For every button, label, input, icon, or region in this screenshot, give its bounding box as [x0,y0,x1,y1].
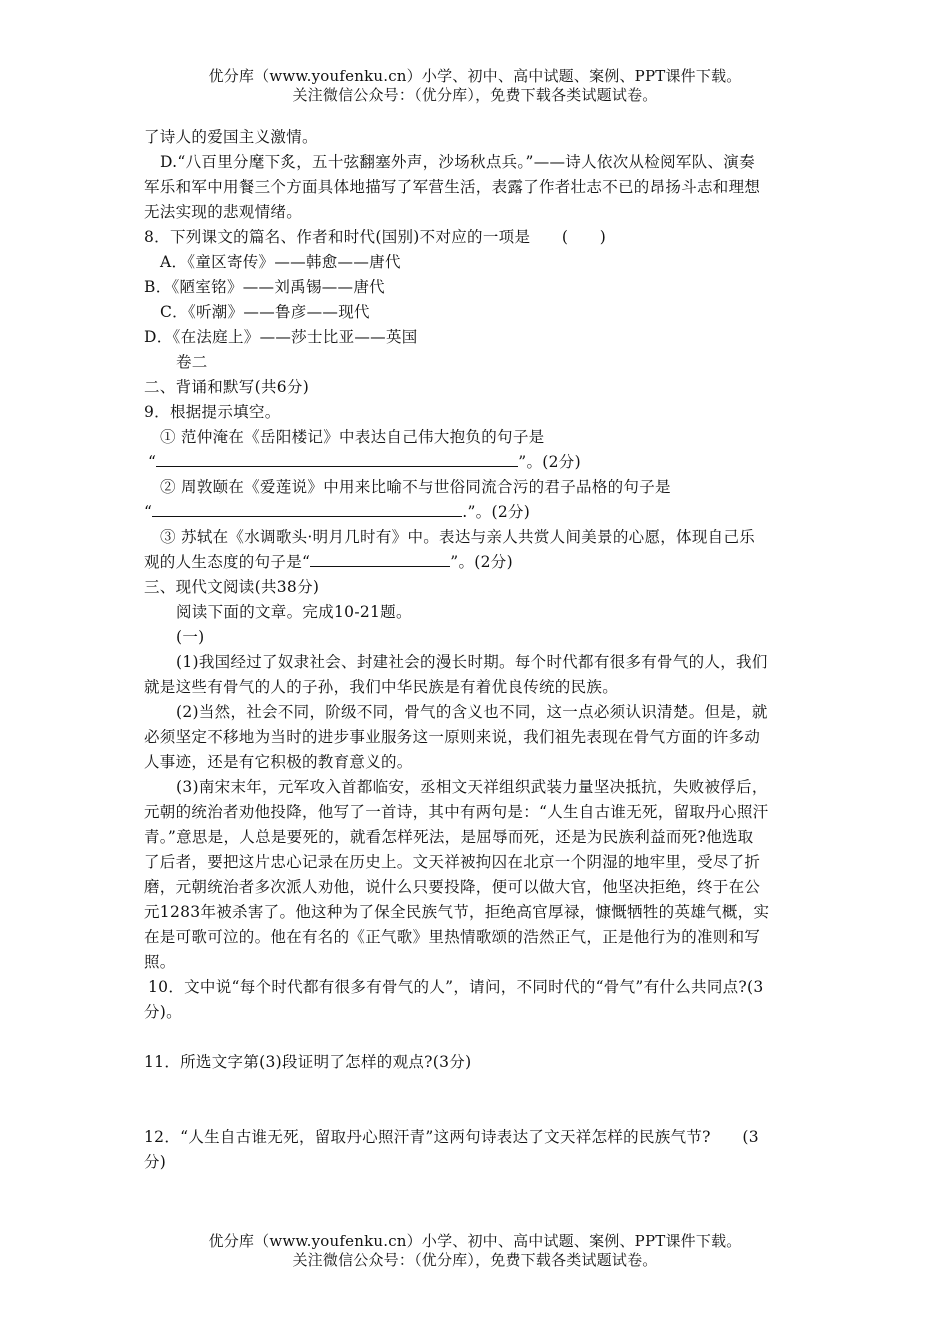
q9-item-1-close-quote: ”。(2分) [518,453,581,471]
q8-option-b: B．《陋室铭》——刘禹锡——唐代 [144,278,385,296]
q9-item-3-line-2 [144,552,513,572]
paragraph-3-line-2: 元朝的统治者劝他投降，他写了一首诗，其中有两句是：“人生自古谁无死，留取丹心照汗 [144,803,769,821]
q9-item-2-answer-line [144,502,530,522]
q7-option-d-line-3: 无法实现的悲观情绪。 [144,203,303,221]
footer-line-2: 关注微信公众号：（优分库），免费下载各类试题试卷。 [292,1251,658,1269]
paragraph-3-line-8: 照。 [144,953,176,971]
q9-item-3-prefix: 观的人生态度的句子是“ [144,553,311,571]
paragraph-2-line-3: 人事迹，还是有它积极的教育意义的。 [144,753,413,771]
paragraph-3-line-5: 磨，元朝统治者多次派人劝他，说什么只要投降，便可以做大官，他坚决拒绝，终于在公 [144,878,761,896]
section-3-heading: 三、现代文阅读(共38分) [144,578,320,596]
q8-option-a: A．《童区寄传》——韩愈——唐代 [160,253,401,271]
footer-line-1: 优分库（www.youfenku.cn）小学、初中、高中试题、案例、PPT课件下载。 [208,1232,742,1250]
paragraph-3-line-1: (3)南宋末年，元军攻入首都临安，丞相文天祥组织武装力量坚决抵抗，失败被俘后， [176,778,768,796]
paragraph-3-line-7: 在是可歌可泣的。他在有名的《正气歌》里热情歌颂的浩然正气，正是他行为的准则和写 [144,928,761,946]
q9-item-3-line-1: ③ 苏轼在《水调歌头·明月几时有》中。表达与亲人共赏人间美景的心愿，体现自己乐 [160,528,756,546]
q10-line-2: 分)。 [144,1003,182,1021]
q9-item-3-suffix: ”。(2分) [450,553,513,571]
q12-line-2: 分) [144,1153,167,1171]
q10-line-1: 10．文中说“每个时代都有很多有骨气的人”，请问，不同时代的“骨气”有什么共同点?(3 [148,978,764,996]
reading-intro: 阅读下面的文章。完成10-21题。 [176,603,412,621]
q9-item-2-blank[interactable] [152,502,462,517]
q8-stem: 8．下列课文的篇名、作者和时代(国别)不对应的一项是 ( ) [144,228,607,246]
q9-item-1: ① 范仲淹在《岳阳楼记》中表达自己伟大抱负的句子是 [160,428,545,446]
q9-item-3-blank[interactable] [310,552,450,567]
q8-option-d: D．《在法庭上》——莎士比亚——英国 [144,328,418,346]
paragraph-2-line-1: (2)当然，社会不同，阶级不同，骨气的含义也不同，这一点必须认识清楚。但是，就 [176,703,768,721]
q11: 11．所选文字第(3)段证明了怎样的观点?(3分) [144,1053,472,1071]
q9-item-1-blank[interactable] [156,452,518,467]
q9-item-1-answer-line [148,452,581,472]
q8-option-c: C．《听潮》——鲁彦——现代 [160,303,370,321]
q7-option-d-line-1: D.“八百里分麾下炙，五十弦翻塞外声，沙场秋点兵。”——诗人依次从检阅军队、演奏 [160,153,755,171]
q7-continuation: 了诗人的爱国主义激情。 [144,128,318,146]
q12-line-1: 12．“人生自古谁无死，留取丹心照汗青”这两句诗表达了文天祥怎样的民族气节? (3 [144,1128,759,1146]
part-one-label: (一) [176,628,205,646]
paragraph-3-line-4: 了后者，要把这片忠心记录在历史上。文天祥被拘囚在北京一个阴湿的地牢里，受尽了折 [144,853,761,871]
q7-option-d-line-2: 军乐和军中用餐三个方面具体地描写了军营生活，表露了作者壮志不已的昂扬斗志和理想 [144,178,761,196]
volume-two-heading: 卷二 [176,353,208,371]
paragraph-2-line-2: 必须坚定不移地为当时的进步事业服务这一原则来说，我们祖先表现在骨气方面的许多动 [144,728,761,746]
paragraph-1-line-2: 就是这些有骨气的人的子孙，我们中华民族是有着优良传统的民族。 [144,678,619,696]
q9-stem: 9．根据提示填空。 [144,403,281,421]
paragraph-1-line-1: (1)我国经过了奴隶社会、封建社会的漫长时期。每个时代都有很多有骨气的人，我们 [176,653,768,671]
section-2-heading: 二、背诵和默写(共6分) [144,378,310,396]
paragraph-3-line-6: 元1283年被杀害了。他这种为了保全民族气节，拒绝高官厚禄，慷慨牺牲的英雄气概，实 [144,903,770,921]
header-line-1: 优分库（www.youfenku.cn）小学、初中、高中试题、案例、PPT课件下载。 [208,67,742,85]
q9-item-2-close-quote: .”。(2分) [462,503,531,521]
q9-item-2: ② 周敦颐在《爱莲说》中用来比喻不与世俗同流合污的君子品格的句子是 [160,478,671,496]
header-line-2: 关注微信公众号：（优分库），免费下载各类试题试卷。 [292,86,658,104]
paragraph-3-line-3: 青。”意思是，人总是要死的，就看怎样死法，是屈辱而死，还是为民族利益而死?他选取 [144,828,754,846]
q9-item-2-open-quote: “ [144,503,153,521]
q9-item-1-open-quote: “ [148,453,157,471]
